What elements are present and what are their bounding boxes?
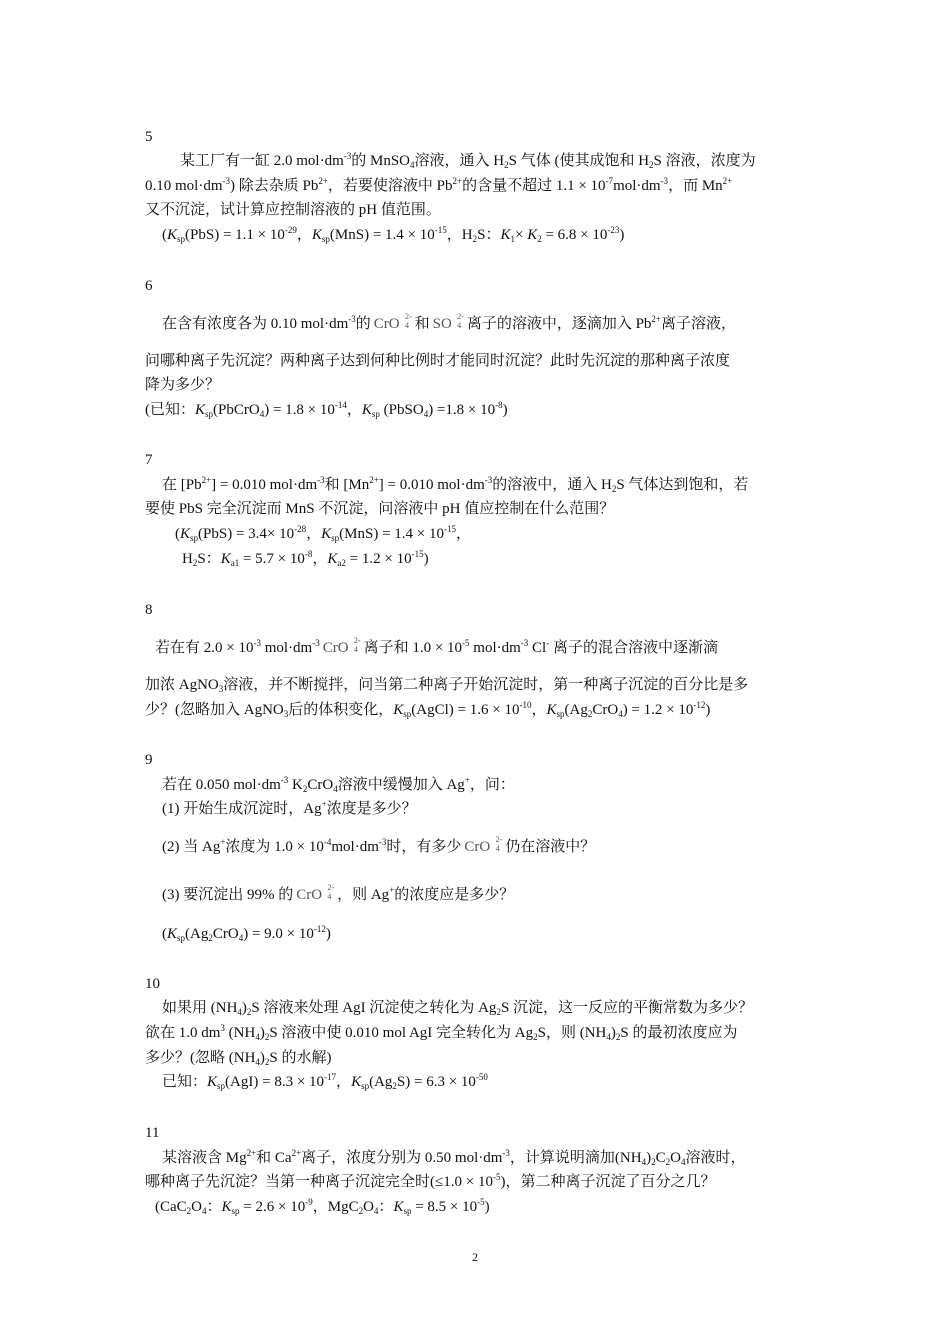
problem-7-constants-2: $H_2S$：$K_{a1} = 5.7 \times 10^{-8}$，$K_{a2} = 1.2 \times 10^{-15}$) [182, 549, 429, 568]
problem-11-line-2: 哪种离子先沉淀？当第一种离子沉淀完全时$(\le 1.0 \times 10^{-5})$，第二种离子沉淀了百分之几？ [145, 1172, 716, 1190]
problem-9-question-1: (1) 开始生成沉淀时，Ag+浓度是多少？ [162, 799, 417, 817]
problem-number: 10 [145, 976, 160, 992]
problem-number: 9 [145, 752, 153, 768]
chromate-ion-formula: CrO 2- 4 [464, 835, 503, 855]
problem-7-line-1: 在 $[Pb^{2+}] = 0.010$ $mol\cdot dm^{-3}$和 $[Mn^{2+}] = 0.010$ $mol\cdot dm^{-3}$的溶液中，通入 $H_2S$ 气体达到饱和，若 [162, 475, 749, 494]
problem-5-constants: ($K_{sp}(PbS) = 1.1 \times 10^{-29}$，$K_{sp}(MnS) = 1.4 \times 10^{-15}$，$H_2S$：$K_1\times K_2 = 6.8 \times 10^{-23}$) [162, 225, 625, 244]
problem-7-constants-1: ($K_{sp}(PbS) = 3.4\times 10^{-28}$，$K_{sp}(MnS) = 1.4 \times 10^{-15}$， [175, 524, 472, 543]
problem-5-line-1: 某工厂有一缸 2.0 $mol\cdot dm^{-3}$的 MnSO$_4$溶液，通入 $H_2S$ 气体 (使其成饱和 $H_2S$ 溶液，浓度为 [180, 151, 756, 170]
problem-9-line-1: 若在 0.050 $mol\cdot dm^{-3}$ $K_2CrO_4$溶液中缓慢加入 Ag+，问： [162, 775, 515, 794]
chromate-ion-formula: CrO 2- 4 [296, 883, 335, 903]
problem-number: 7 [145, 452, 153, 468]
sulfate-ion-formula: SO 2- 4 [432, 312, 464, 332]
problem-6-line-2: 问哪种离子先沉淀？两种离子达到何种比例时才能同时沉淀？此时先沉淀的那种离子浓度 [145, 353, 731, 369]
problem-5-line-2: 0.10 $mol\cdot dm^{-3}$) 除去杂质 $Pb^{2+}$，若要使溶液中 $Pb^{2+}$的含量不超过 $1.1 \times 10^{-7}mol\cdot dm^{-3}$，而 $Mn^{2+}$ [145, 176, 733, 194]
problem-9-question-3: (3) 要沉淀出 99% 的 CrO 2- 4 ，则 Ag+的浓度应是多少？ [162, 883, 515, 903]
problem-number: 11 [145, 1125, 160, 1141]
problem-8-line-1: 若在有 $2.0 \times 10^{-3}$ $mol\cdot dm^{-3}$ CrO 2- 4 离子和 $1.0 \times 10^{-5}$ $mol\cdot dm^{-3}$ Cl- 离子的混合溶液中逐渐滴 [155, 636, 718, 656]
page-number: 2 [472, 1250, 478, 1264]
problem-8-line-2: 加浓 AgNO$_3$溶液，并不断搅拌，问当第二种离子开始沉淀时，第一种离子沉淀的百分比是多 [145, 677, 749, 694]
problem-7-line-2: 要使 PbS 完全沉淀而 MnS 不沉淀，问溶液中 pH 值应控制在什么范围？ [145, 501, 615, 517]
problem-9-question-2: (2) 当 Ag+浓度为 $1.0 \times 10^{-4}mol\cdot dm^{-3}$时，有多少 CrO 2- 4 仍在溶液中？ [162, 835, 596, 855]
problem-10-line-1: 如果用 $(NH_4)_2S$ 溶液来处理 AgI 沉淀使之转化为 $Ag_2S$ 沉淀，这一反应的平衡常数为多少？ [162, 1000, 754, 1017]
problem-11-line-1: 某溶液含 $Mg^{2+}$和 $Ca^{2+}$离子，浓度分别为 0.50 $mol\cdot dm^{-3}$，计算说明滴加$(NH_4)_2C_2O_4$溶液时， [162, 1148, 746, 1167]
problem-9-constants: $(K_{sp}(Ag_2CrO_4) = 9.0 \times 10^{-12})$ [162, 924, 331, 943]
problem-number: 5 [145, 129, 153, 145]
problem-6-line-1: 在含有浓度各为 0.10 $mol\cdot dm^{-3}$的 CrO 2- 4 和 SO 2- 4 离子的溶液中，逐滴加入 $Pb^{2+}$离子溶液， [162, 312, 736, 332]
problem-10-line-3: 多少？(忽略 $(NH_4)_2S$ 的水解) [145, 1050, 332, 1067]
chromate-ion-formula: CrO 2- 4 [322, 636, 361, 656]
problem-10-constants: 已知：$K_{sp}(AgI) = 8.3 \times 10^{-17}$，$K_{sp}(Ag_2S) = 6.3 \times 10^{-50}$ [162, 1072, 488, 1091]
problem-10-line-2: 欲在 1.0 $dm^3$ $(NH_4)_2S$ 溶液中使 0.010 mol AgI 完全转化为 $Ag_2S$，则 $(NH_4)_2S$ 的最初浓度应为 [145, 1023, 738, 1042]
problem-6-line-3: 降为多少？ [145, 377, 221, 393]
problem-number: 6 [145, 278, 153, 294]
problem-6-constants: (已知：$K_{sp}(PbCrO_4) = 1.8 \times 10^{-14}$，$K_{sp}$ (PbSO$_4$) $=1.8 \times 10^{-8}$) [145, 400, 508, 419]
chromate-ion-formula: CrO 2- 4 [373, 312, 412, 332]
problem-11-constants: ($CaC_2O_4$：$K_{sp} = 2.6 \times 10^{-9}$，$MgC_2O_4$：$K_{sp} = 8.5 \times 10^{-5}$) [155, 1197, 490, 1216]
problem-number: 8 [145, 602, 153, 618]
problem-8-line-3: 少？(忽略加入 AgNO$_3$后的体积变化，$K_{sp}(AgCl) = 1.6 \times 10^{-10}$，$K_{sp}(Ag_2CrO_4) = 1.2 \times 10^{-12}$) [145, 700, 711, 719]
problem-5-line-3: 又不沉淀，试计算应控制溶液的 pH 值范围。 [145, 202, 441, 218]
